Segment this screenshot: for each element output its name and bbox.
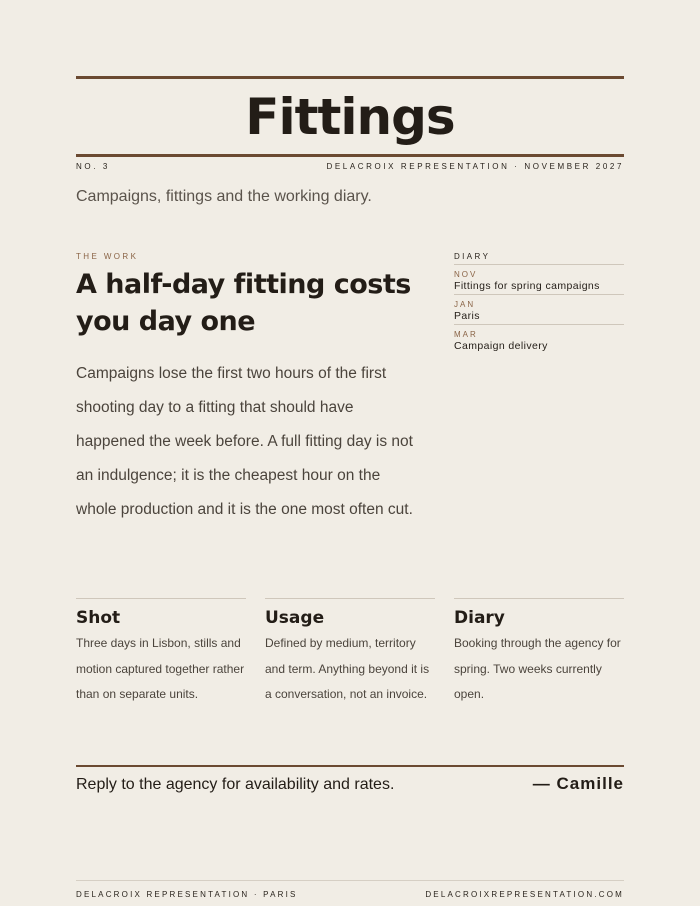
column-diary [454,598,624,708]
diary-item [454,295,624,325]
diary-text: Campaign delivery [454,340,548,352]
column-text: Booking through the agency for spring. Two weeks currently open. [454,636,621,701]
feature-headline: A half-day fitting costs you day one [76,269,411,337]
newsletter-page [76,0,624,906]
issue-number: NO. 3 [76,162,110,171]
masthead-title: Fittings [245,88,455,146]
reply-note: Reply to the agency for availability and rates. [76,776,395,793]
diary-text: Paris [454,310,480,322]
footer-rule [76,880,624,881]
diary-month: NOV [454,270,478,279]
column-title: Diary [454,608,505,628]
masthead-bottom-rule [76,154,624,157]
column-usage [265,598,435,708]
footer-website-link[interactable]: DELACROIXREPRESENTATION.COM [425,890,624,899]
diary-item [454,265,624,295]
masthead-top-rule [76,76,624,79]
feature-kicker: THE WORK [76,252,139,261]
closing-rule [76,765,624,767]
tagline: Campaigns, fittings and the working diary. [76,188,372,205]
diary-item [454,325,624,354]
footer-address: DELACROIX REPRESENTATION · PARIS [76,890,298,899]
masthead-meta [76,162,624,174]
diary-heading: DIARY [454,252,624,265]
column-shot [76,598,246,708]
signature: — Camille [532,774,624,793]
diary-month: MAR [454,330,478,339]
feature-body: Campaigns lose the first two hours of the first shooting day to a fitting that should have happened the week before. A full fitting day is not an indulgence; it is the cheapest hour on the whole production and it is the one most often cut. [76,365,413,518]
column-text: Defined by medium, territory and term. Anything beyond it is a conversation, not an invoice. [265,636,430,701]
column-text: Three days in Lisbon, stills and motion captured together rather than on separate units. [76,636,245,701]
diary-month: JAN [454,300,476,309]
column-title: Usage [265,608,325,628]
diary-sidebar [454,252,624,354]
diary-text: Fittings for spring campaigns [454,280,600,292]
column-title: Shot [76,608,121,628]
publisher-date: DELACROIX REPRESENTATION · NOVEMBER 2027 [326,162,624,171]
